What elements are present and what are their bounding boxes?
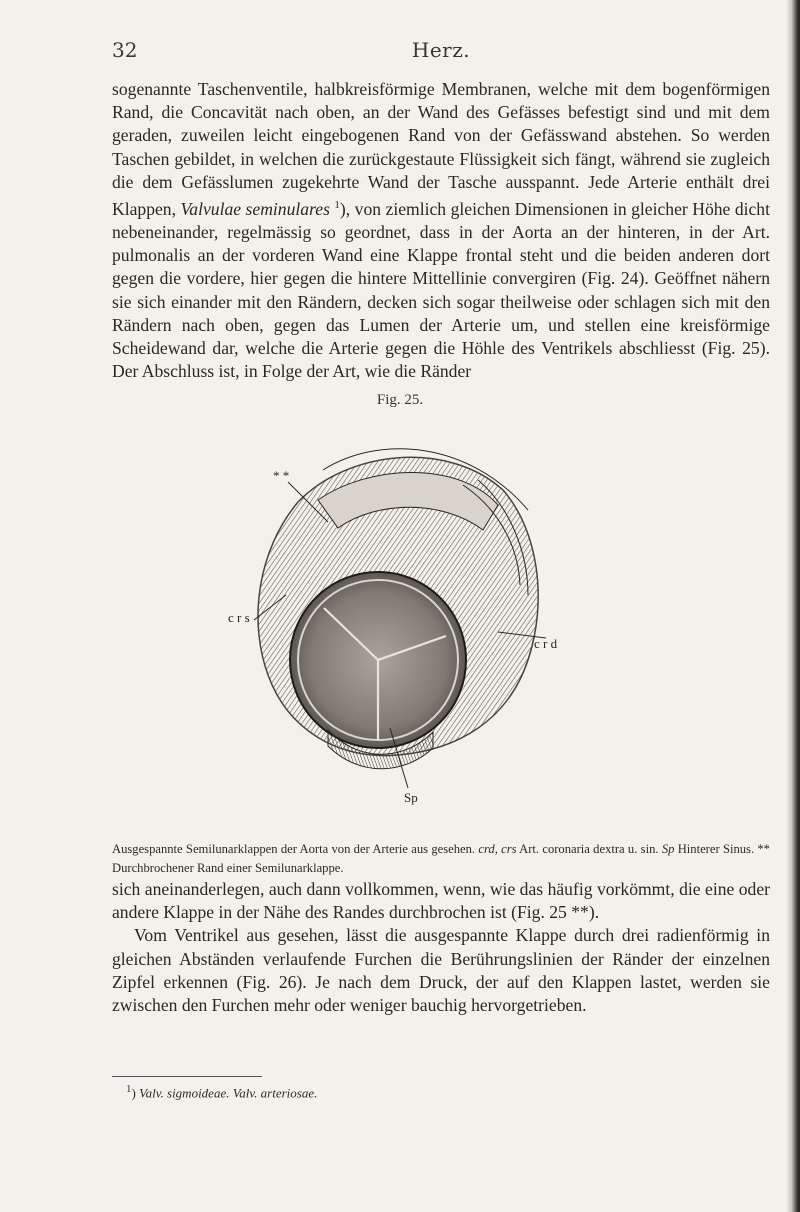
caption-abbrev-1: crd, crs — [478, 842, 517, 856]
figure-caption — [112, 840, 770, 878]
footnote-mark: 1 — [126, 1083, 132, 1095]
footnote-term-1: Valv. sigmoideae. — [139, 1085, 230, 1101]
page-edge-shadow — [786, 0, 800, 1212]
label-crd: c r d — [534, 636, 558, 651]
paragraph-2-continuation: sich aneinanderlegen, auch dann vollkommen, wenn, wie das häufig vorkömmt, die eine oder andere Klappe in der Nähe des Randes durchbrochen ist (Fig. 25 **). — [112, 879, 770, 923]
caption-text-a: Ausgespannte Semilunarklappen der Aorta von der Arterie aus gesehen. — [112, 842, 476, 856]
paragraph-1-text-a: sogenannte Taschenventile, halbkreisförmige Membranen, welche mit dem bogenförmigen Rand, die Concavität nach oben, an der Wand des Gefässes befestigt sind und mit dem geraden, zuweilen leicht eingebogenen Rand von der Gefässwand abstehen. So werden Taschen gebildet, in welchen die zurückgestaute Flüssigkeit sich fängt, während sie zugleich die dem Gefässlumen zugekehrte Wand der Tasche ausspannt. Jede Arterie enthält drei Klappen, — [112, 79, 770, 219]
figure-25 — [228, 410, 558, 828]
footnote-term-2: Valv. arteriosae. — [232, 1085, 318, 1101]
label-double-star: * * — [273, 468, 290, 483]
caption-text-c: Hinterer Sinus. ** Durchbrochener Rand einer Semilunarklappe. — [112, 842, 770, 875]
paragraph-3: Vom Ventrikel aus gesehen, lässt die ausgespannte Klappe durch drei radienförmig in gleichen Abständen verlaufende Furchen die Berührungslinien der Ränder der einzelnen Zipfel erkennen (Fig. 26). Je nach dem Druck, der auf den Klappen lastet, werden sie zwischen den Furchen mehr oder weniger bauchig hervorgetrieben. — [112, 925, 770, 1016]
running-title: Herz. — [411, 38, 471, 62]
footnote-rule — [112, 1076, 262, 1077]
label-crs: c r s — [228, 610, 250, 625]
paragraph-1-text-b: ), von ziemlich gleichen Dimensionen in gleicher Höhe dicht nebeneinander, regelmässig so geordnet, dass in der Aorta an der hinteren, in der Art. pulmonalis an der vorderen Wand eine Klappe frontal steht und die beiden anderen dort gegen die vordere, hier gegen die hintere Mittellinie convergiren (Fig. 24). Geöffnet nähern sie sich einander mit den Rändern, decken sich sogar theilweise oder schlagen sich mit den Rändern nach oben, gegen das Lumen der Arterie um, und stellen eine kreisförmige Scheidewand dar, welche die Arterie gegen die Höhle des Ventrikels abschliesst (Fig. 25). Der Abschluss ist, in Folge der Art, wie die Ränder — [112, 198, 770, 382]
label-sp: Sp — [404, 790, 418, 805]
footnote: $^1$) Valv. sigmoideae. Valv. arteriosae. — [126, 1083, 318, 1101]
paragraph-1-term: Valvulae seminulares — [180, 198, 330, 219]
paragraph-2 — [112, 878, 770, 1017]
footnote-ref: 1 — [334, 199, 340, 212]
caption-text-b: Art. coronaria dextra u. sin. — [519, 842, 659, 856]
paragraph-1 — [112, 78, 770, 384]
page-header — [112, 38, 770, 68]
caption-abbrev-2: Sp — [661, 842, 675, 856]
figure-label: Fig. 25. — [376, 392, 424, 408]
page-number: 32 — [112, 38, 138, 62]
